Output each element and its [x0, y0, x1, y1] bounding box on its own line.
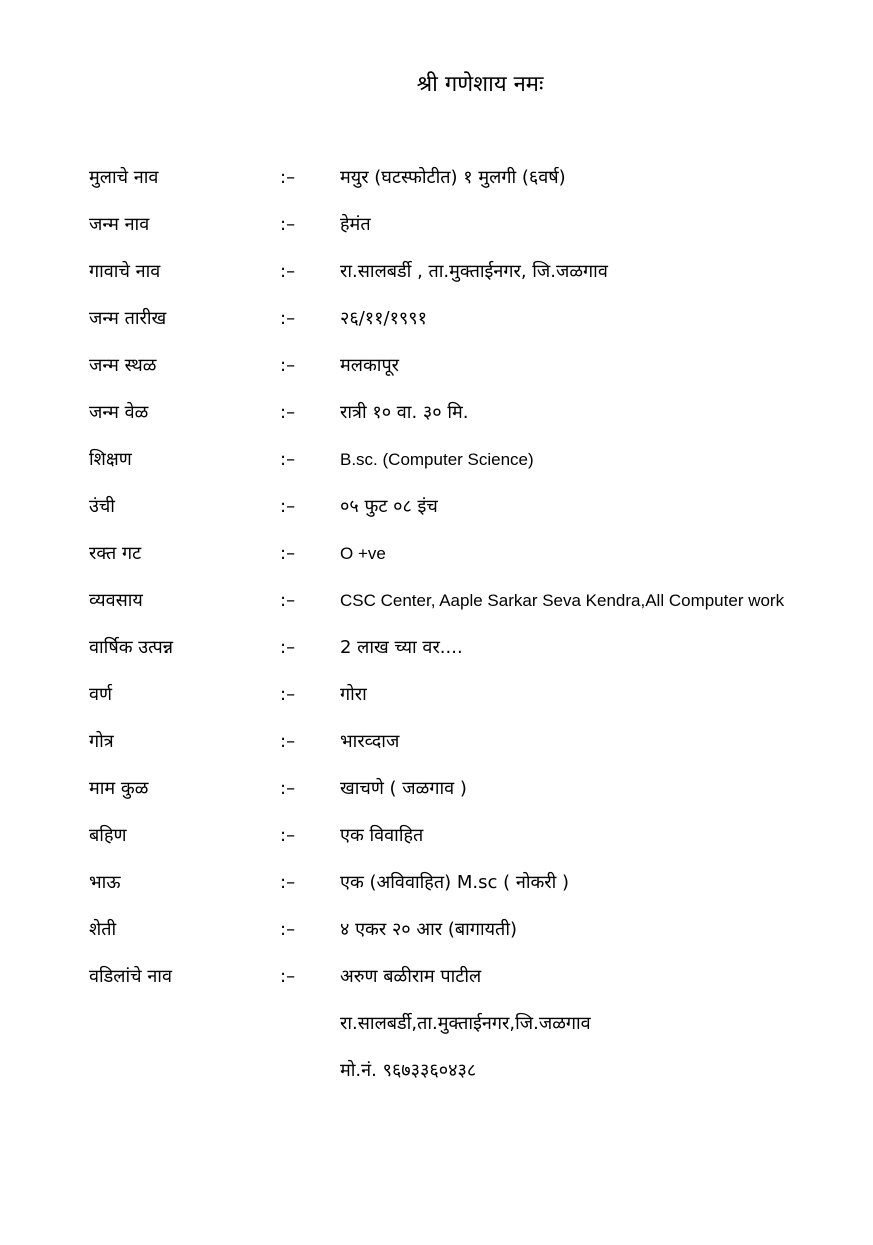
field-label: बहिण	[89, 825, 127, 846]
row-complexion	[0, 677, 873, 724]
row-birth-date	[0, 301, 873, 348]
field-value: रा.सालबर्डी,ता.मुक्ताईनगर,जि.जळगाव	[340, 1013, 591, 1034]
field-value: एक (अविवाहित) M.sc ( नोकरी )	[340, 872, 570, 893]
row-birth-time	[0, 395, 873, 442]
field-separator: :–	[280, 496, 296, 517]
field-separator: :–	[280, 919, 296, 940]
field-separator: :–	[280, 308, 296, 329]
field-label: रक्त गट	[89, 543, 142, 564]
row-boy-name	[0, 160, 873, 207]
field-separator: :–	[280, 402, 296, 423]
field-label: जन्म तारीख	[89, 308, 167, 329]
field-separator: :–	[280, 543, 296, 564]
field-separator: :–	[280, 872, 296, 893]
field-label: व्यवसाय	[89, 590, 143, 611]
row-sister	[0, 818, 873, 865]
row-maternal-clan	[0, 771, 873, 818]
row-education	[0, 442, 873, 489]
field-label: जन्म नाव	[89, 214, 150, 235]
field-value: मयुर (घटस्फोटीत) १ मुलगी (६वर्ष)	[340, 167, 566, 188]
row-gotra	[0, 724, 873, 771]
field-label: मुलाचे नाव	[89, 167, 159, 188]
field-separator: :–	[280, 731, 296, 752]
field-separator: :–	[280, 167, 296, 188]
row-brother	[0, 865, 873, 912]
field-value: २६/११/१९९१	[340, 308, 428, 329]
field-value: हेमंत	[340, 214, 371, 235]
field-separator: :–	[280, 825, 296, 846]
row-father-name	[0, 959, 873, 1006]
field-value: भारव्दाज	[340, 731, 400, 752]
row-farm-land	[0, 912, 873, 959]
row-blood-group	[0, 536, 873, 583]
field-label: भाऊ	[89, 872, 121, 893]
field-label: गावाचे नाव	[89, 261, 161, 282]
row-birth-place	[0, 348, 873, 395]
row-village	[0, 254, 873, 301]
field-label: उंची	[89, 496, 115, 517]
field-label: माम कुळ	[89, 778, 149, 799]
row-height	[0, 489, 873, 536]
field-separator: :–	[280, 778, 296, 799]
field-value: खाचणे ( जळगाव )	[340, 778, 467, 799]
field-label: जन्म वेळ	[89, 402, 149, 423]
field-value: ४ एकर २० आर (बागायती)	[340, 919, 518, 940]
row-birth-name	[0, 207, 873, 254]
field-label: वर्ण	[89, 684, 113, 705]
field-value: गोरा	[340, 684, 367, 705]
field-label: जन्म स्थळ	[89, 355, 157, 376]
field-value: ०५ फुट ०८ इंच	[340, 496, 438, 517]
field-separator: :–	[280, 966, 296, 987]
field-separator: :–	[280, 449, 296, 470]
field-value: रा.सालबर्डी , ता.मुक्ताईनगर, जि.जळगाव	[340, 261, 608, 282]
row-mobile-number	[0, 1053, 873, 1100]
field-label: शिक्षण	[89, 449, 132, 470]
row-father-address	[0, 1006, 873, 1053]
field-value: एक विवाहित	[340, 825, 424, 846]
field-label: वडिलांचे नाव	[89, 966, 172, 987]
page-title: श्री गणेशाय नमः	[416, 72, 544, 97]
biodata-list	[0, 160, 873, 1100]
field-separator: :–	[280, 214, 296, 235]
field-value: 2 लाख च्या वर....	[340, 637, 463, 658]
row-annual-income	[0, 630, 873, 677]
field-value: अरुण बळीराम पाटील	[340, 966, 482, 987]
field-separator: :–	[280, 355, 296, 376]
field-value: मो.नं. ९६७३३६०४३८	[340, 1060, 477, 1081]
field-value: CSC Center, Aaple Sarkar Seva Kendra,All Computer work	[340, 591, 785, 610]
field-separator: :–	[280, 637, 296, 658]
field-label: गोत्र	[89, 731, 114, 752]
field-value: O +ve	[340, 544, 386, 563]
field-separator: :–	[280, 684, 296, 705]
field-value: रात्री १० वा. ३० मि.	[340, 402, 469, 423]
field-label: वार्षिक उत्पन्न	[89, 637, 173, 658]
field-value: मलकापूर	[340, 355, 400, 376]
field-separator: :–	[280, 590, 296, 611]
field-value: B.sc. (Computer Science)	[340, 450, 534, 469]
field-label: शेती	[89, 919, 117, 940]
row-occupation	[0, 583, 873, 630]
field-separator: :–	[280, 261, 296, 282]
